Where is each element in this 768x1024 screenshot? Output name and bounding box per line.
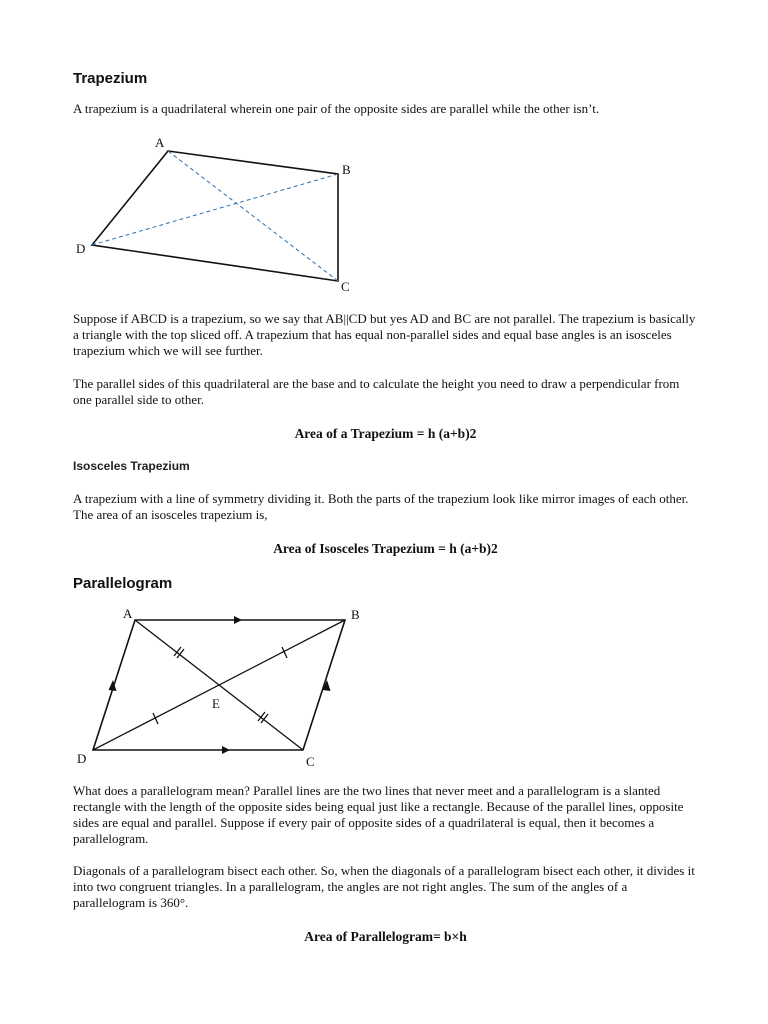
trapezium-outline: [92, 151, 338, 281]
diagonal-bd: [92, 174, 338, 245]
parallelogram-paragraph-2: Diagonals of a parallelogram bisect each other. So, when the diagonals of a parallelogram bisect each other, it divides it into two congruent triangles. In a parallelogram, the angles are not right angles. The sum of the angles of a parallelogram is 360°.: [73, 863, 695, 910]
parallelogram-label-d: D: [77, 751, 87, 766]
parallelogram-figure: [0, 600, 768, 770]
parallelogram-label-c: C: [306, 754, 315, 769]
isosceles-area-formula: Area of Isosceles Trapezium = h (a+b)2: [273, 541, 498, 556]
isosceles-subheading: Isosceles Trapezium: [73, 459, 190, 473]
isosceles-paragraph: A trapezium with a line of symmetry dividing it. Both the parts of the trapezium look like mirror images of each other. The area of an isosceles trapezium is,: [73, 491, 689, 522]
trapezium-heading: Trapezium: [73, 70, 148, 87]
arrow-ab-icon: [234, 616, 242, 624]
trapezium-label-a: A: [155, 135, 165, 150]
parallelogram-label-b: B: [351, 607, 360, 622]
parallelogram-heading: Parallelogram: [73, 575, 173, 592]
parallelogram-area-formula: Area of Parallelogram= b×h: [304, 929, 467, 944]
parallelogram-paragraph-1: What does a parallelogram mean? Parallel lines are the two lines that never meet and a parallelogram is a slanted rectangle with the length of the opposite sides being equal just like a rectangle. Because of the parallel lines, opposite sides are equal and parallel. Suppose if every pair of opposite sides of a quadrilateral is equal, then it becomes a parallelogram.: [73, 783, 684, 846]
trapezium-label-d: D: [76, 241, 86, 256]
trapezium-area-formula: Area of a Trapezium = h (a+b)2: [294, 426, 477, 441]
diagonal-bd: [93, 620, 345, 750]
trapezium-intro: A trapezium is a quadrilateral wherein one pair of the opposite sides are parallel while the other isn’t.: [73, 101, 600, 116]
trapezium-figure: [0, 130, 768, 300]
trapezium-paragraph-2: The parallel sides of this quadrilateral are the base and to calculate the height you need to draw a perpendicular from one parallel side to other.: [73, 376, 680, 407]
parallelogram-label-a: A: [123, 606, 133, 621]
arrow-dc-icon: [222, 746, 230, 754]
trapezium-paragraph-1: Suppose if ABCD is a trapezium, so we say that AB||CD but yes AD and BC are not parallel. The trapezium is basically a triangle with the top sliced off. A trapezium that has equal non-parallel sides and equal base angles is an isosceles trapezium which we will see further.: [73, 311, 696, 358]
trapezium-label-b: B: [342, 162, 351, 177]
parallelogram-label-e: E: [212, 696, 220, 711]
trapezium-label-c: C: [341, 279, 350, 294]
